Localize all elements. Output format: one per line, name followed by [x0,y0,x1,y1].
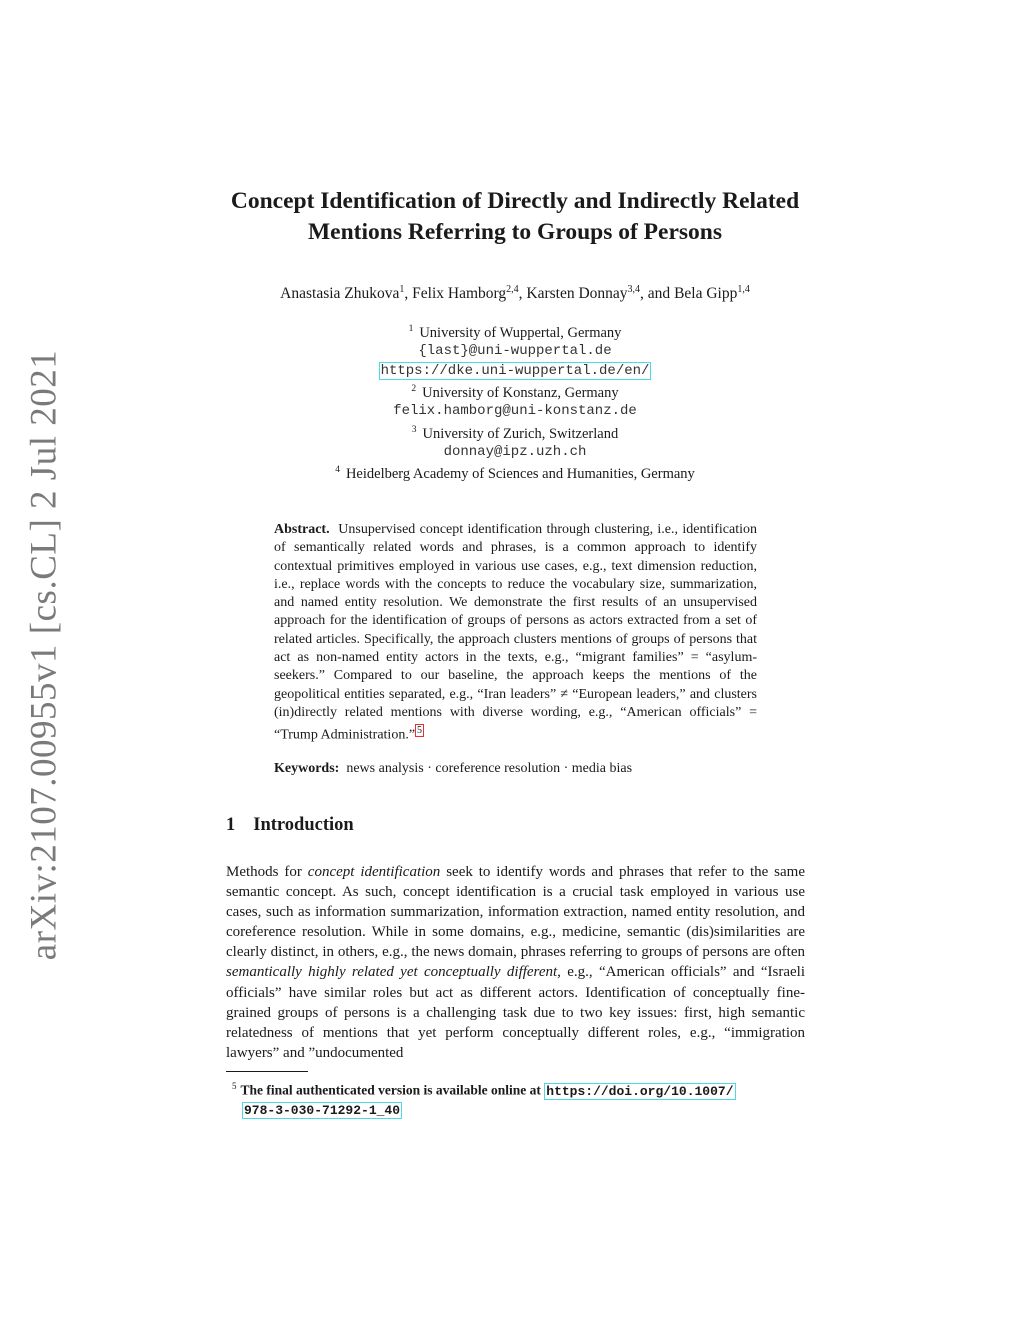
emphasis-term: concept identification [307,864,441,880]
abstract-text: Unsupervised concept identification through clustering, i.e., identification of semantically related words and phrases, is a common approach to identify contextual primitives employed in various use cases, e.g., text dimension reduction, i.e., replace words with the concepts to reduce the vocabulary size, summarization, and named entity resolution. We demonstrate the first results of an unsupervised approach for the identification of groups of persons as actors extracted from a set of related articles. Specifically, the approach clusters mentions of groups of persons that act as non-named entity actors in the texts, e.g., “migrant families” = “asylum-seekers.” Compared to our baseline, the approach keeps the mentions of the geopolitical entities separated, e.g., “Iran leaders” ≠ “European leaders,” and clusters (in)directly related mentions with diverse wording, e.g., “American officials” = “Trump Administration.” [274,522,757,743]
author-list: Anastasia Zhukova$^1$, Felix Hamborg$^{2,4}$, Karsten Donnay$^{3,4}$, and Bela Gipp$^{1,4}$ [280,284,750,303]
arxiv-identifier: arXiv:2107.00955v1 [cs.CL] 2 Jul 2021 [23,349,65,961]
footnote-ref-link[interactable]: 5 [417,725,423,737]
affiliation-3-email: donnay@ipz.uzh.ch [443,443,587,460]
affiliations [200,320,830,484]
affiliation-2-email: felix.hamborg@uni-konstanz.de [393,403,637,420]
affiliation-1: $^1$ University of Wuppertal, Germany [408,324,622,341]
affiliation-3: $^3$ University of Zurich, Switzerland [411,424,619,442]
emphasis-phrase: semantically highly related yet conceptually different [226,964,558,981]
author-affiliation-mark: 1,4 [737,284,750,295]
keywords [274,761,757,777]
footnote-mark: 5 [232,1081,237,1091]
section-heading [226,815,354,836]
affiliation-2: $^2$ University of Konstanz, Germany [411,384,619,401]
footnote-divider [226,1071,308,1072]
affiliation-4: $^4$ Heidelberg Academy of Sciences and Humanities, Germany [335,465,695,483]
author-affiliation-mark: 3,4 [627,284,641,295]
footnote [226,1077,805,1120]
doi-link[interactable]: https://doi.org/10.1007/ [546,1083,734,1099]
footnote-text: The final authenticated version is available online at [240,1082,545,1098]
doi-link-continued[interactable]: 978-3-030-71292-1_40 [244,1102,401,1118]
author-affiliation-mark: 1 [399,284,405,295]
author-name: Bela Gipp [674,285,738,303]
section-title: Introduction [253,815,354,835]
title-line-1: Concept Identification of Directly and Indirectly Related [230,188,800,214]
affiliation-1-email: {last}@uni-wuppertal.de [418,343,612,360]
abstract-label: Abstract. [274,522,330,537]
abstract [274,521,757,745]
keywords-text: news analysis · coreference resolution · media bias [346,761,633,776]
author-name: Karsten Donnay [526,285,628,303]
author-name: Anastasia Zhukova [280,285,400,303]
affiliation-1-url-link[interactable]: https://dke.uni-wuppertal.de/en/ [380,362,650,379]
intro-paragraph: Methods for concept identification seek to identify words and phrases that refer to the same semantic concept. As such, concept identification is a crucial task employed in various use cases, such as information summarization, information extraction, named entity resolution, and coreference resolution. While in some domains, e.g., medicine, semantic (dis)similarities are clearly distinct, in others, e.g., the news domain, phrases referring to groups of persons are often semantically highly related yet conceptually different, e.g., “American officials” and “Israeli officials” have similar roles but act as different actors. Identification of conceptually fine-grained groups of persons is a challenging task due to two key issues: first, high semantic relatedness of mentions that yet perform conceptually different roles, e.g., “immigration lawyers” and ”undocumented [226,864,805,1061]
title-line-2: Mentions Referring to Groups of Persons [307,219,723,245]
keywords-label: Keywords: [274,761,340,776]
section-number: 1 [226,815,236,835]
author-name: Felix Hamborg [412,285,507,303]
author-affiliation-mark: 2,4 [506,284,519,295]
paper-title [200,186,830,248]
